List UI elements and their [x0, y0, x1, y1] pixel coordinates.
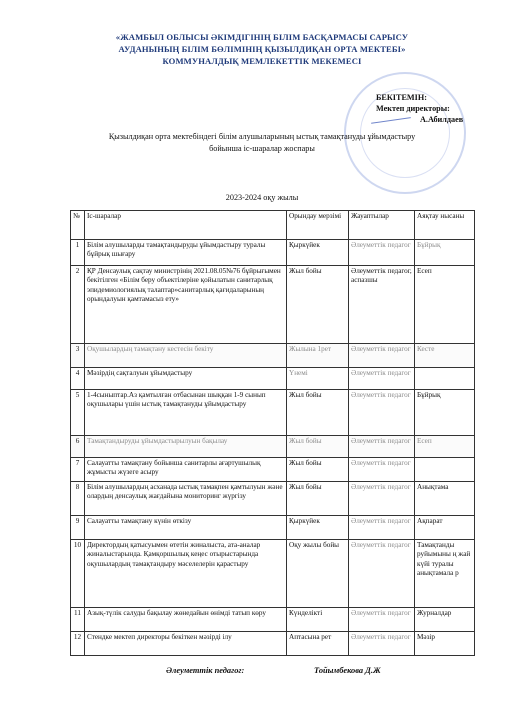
row-event: Тамақтандыруды ұйымдастырылуын бақылау — [85, 436, 287, 458]
col-term: Орындау мерзімі — [287, 211, 349, 240]
row-form: Анықтама — [415, 482, 475, 516]
approval-block — [376, 92, 463, 125]
row-term: Жыл бойы — [287, 482, 349, 516]
row-responsible: Әлеуметтік педагог — [349, 390, 415, 436]
row-responsible: Әлеуметтік педагог — [349, 344, 415, 368]
col-event: Іс-шаралар — [85, 211, 287, 240]
row-form: Мәзір — [415, 632, 475, 656]
row-term: Жыл бойы — [287, 266, 349, 344]
table-row — [71, 368, 475, 390]
table-row — [71, 516, 475, 540]
approval-position: Мектеп директоры: — [376, 104, 450, 113]
row-form: Журналдар — [415, 608, 475, 632]
row-number: 6 — [71, 436, 85, 458]
school-header — [0, 31, 524, 67]
table-row — [71, 482, 475, 516]
row-event: Мәзірдің сақталуын ұйымдастыру — [85, 368, 287, 390]
row-responsible: Әлеуметтік педагог — [349, 608, 415, 632]
table-row — [71, 436, 475, 458]
row-responsible: Әлеуметтік педагог — [349, 368, 415, 390]
footer-role: Әлеуметтік педагог: — [166, 666, 245, 675]
row-event: Білім алушыларды тамақтандыруды ұйымдастыру туралы бұйрық шығару — [85, 240, 287, 266]
row-number: 3 — [71, 344, 85, 368]
row-form: Ақпарат — [415, 516, 475, 540]
table-row — [71, 390, 475, 436]
row-responsible: Әлеуметтік педагог — [349, 482, 415, 516]
col-responsible: Жауаптылар — [349, 211, 415, 240]
row-responsible: Әлеуметтік педагог — [349, 632, 415, 656]
row-term: Аптасына рет — [287, 632, 349, 656]
table-row — [71, 608, 475, 632]
row-term: Үнемі — [287, 368, 349, 390]
row-responsible: Әлеуметтік педагог — [349, 436, 415, 458]
academic-year: 2023-2024 оқу жылы — [225, 193, 299, 202]
footer-name: Тойымбекова Д.Ж — [314, 666, 381, 675]
table-row — [71, 540, 475, 608]
row-event: Азық-түлік салуды бақылау жөнедайын өнімді татып көру — [85, 608, 287, 632]
row-number: 8 — [71, 482, 85, 516]
row-event: Директордың қатысуымен өтетін жиналыста, ата-аналар жиналыстарында. Қамқоршылық кеңес отырыстарында оқушылардың тамақтандыру мәселелерін қарастыру — [85, 540, 287, 608]
row-responsible: Әлеуметтік педагог, аспазшы — [349, 266, 415, 344]
row-number: 11 — [71, 608, 85, 632]
table-row — [71, 266, 475, 344]
row-term: Жыл бойы — [287, 458, 349, 482]
row-term: Жыл бойы — [287, 436, 349, 458]
row-responsible: Әлеуметтік педагог — [349, 540, 415, 608]
row-responsible: Әлеуметтік педагог — [349, 458, 415, 482]
row-term: Жыл бойы — [287, 390, 349, 436]
row-event: Салауатты тамақтану бойынша санитарлы ағартушылық жұмысты жүзеге асыру — [85, 458, 287, 482]
row-event: Салауатты тамақтану күнін өткізу — [85, 516, 287, 540]
table-row — [71, 344, 475, 368]
row-form: Кесте — [415, 344, 475, 368]
row-number: 12 — [71, 632, 85, 656]
row-form: Бұйрық — [415, 390, 475, 436]
row-event: 1-4сыныптар.Аз қамтылған отбасынан шыққан 1-9 сынып оқушылары үшін ыстық тамақтануды ұйымдастыру — [85, 390, 287, 436]
row-form: Есеп — [415, 266, 475, 344]
title-line-1: Қызылдиқан орта мектебіндегі білім алушыларының ыстық тамақтануды ұйымдастыру — [108, 132, 416, 141]
col-number: № — [71, 211, 85, 240]
table-header-row — [71, 211, 475, 240]
row-form: Бұйрық — [415, 240, 475, 266]
events-table — [70, 210, 475, 656]
row-event: Білім алушылардың асханада ыстық тамақпен қамтылуын және олардың денсаулық жағдайына мониторинг жүргізу — [85, 482, 287, 516]
approval-label: БЕКІТЕМІН: — [376, 93, 427, 102]
row-form: Есеп — [415, 436, 475, 458]
row-term: Күнделікті — [287, 608, 349, 632]
col-form: Аяқтау нысаны — [415, 211, 475, 240]
row-term: Қыркүйек — [287, 516, 349, 540]
row-responsible: Әлеуметтік педагог — [349, 240, 415, 266]
title-line-2: бойынша іс-шаралар жоспары — [209, 144, 315, 153]
document-title — [0, 131, 524, 155]
row-form — [415, 368, 475, 390]
row-number: 1 — [71, 240, 85, 266]
row-form — [415, 458, 475, 482]
approval-name: А.Абилдаев — [420, 115, 464, 124]
row-number: 7 — [71, 458, 85, 482]
row-responsible: Әлеуметтік педагог — [349, 516, 415, 540]
row-term: Қыркүйек — [287, 240, 349, 266]
table-row — [71, 458, 475, 482]
row-event: Оқушылардың тамақтану кестесін бекіту — [85, 344, 287, 368]
header-line-1: «ЖАМБЫЛ ОБЛЫСЫ ӘКІМДІГІНІҢ БІЛІМ БАСҚАРМАСЫ САРЫСУ — [115, 32, 409, 42]
header-line-3: КОММУНАЛДЫҚ МЕМЛЕКЕТТІК МЕКЕМЕСІ — [162, 56, 362, 66]
row-number: 10 — [71, 540, 85, 608]
row-number: 5 — [71, 390, 85, 436]
row-event: ҚР Денсаулық сақтау министрінің 2021.08.05№76 бұйрығымен бекітілген «Білім беру объектілеріне қойылатын санитарлық эпидемиологиялық талаптар»санитарлық қағидаларының орындалуын қамтамасыз ету» — [85, 266, 287, 344]
header-line-2: АУДАНЫНЫҢ БІЛІМ БӨЛІМІНІҢ ҚЫЗЫЛДИҚАН ОРТА МЕКТЕБІ» — [118, 44, 406, 54]
row-term: Жылына 1рет — [287, 344, 349, 368]
table-row — [71, 632, 475, 656]
row-number: 4 — [71, 368, 85, 390]
row-event: Стендке мектеп директоры бекіткен мәзірді ілу — [85, 632, 287, 656]
row-number: 9 — [71, 516, 85, 540]
row-number: 2 — [71, 266, 85, 344]
row-term: Оқу жылы бойы — [287, 540, 349, 608]
row-form: Тамақтанды руйымыны ң жай күйі туралы анықтамала р — [415, 540, 475, 608]
table-row — [71, 240, 475, 266]
